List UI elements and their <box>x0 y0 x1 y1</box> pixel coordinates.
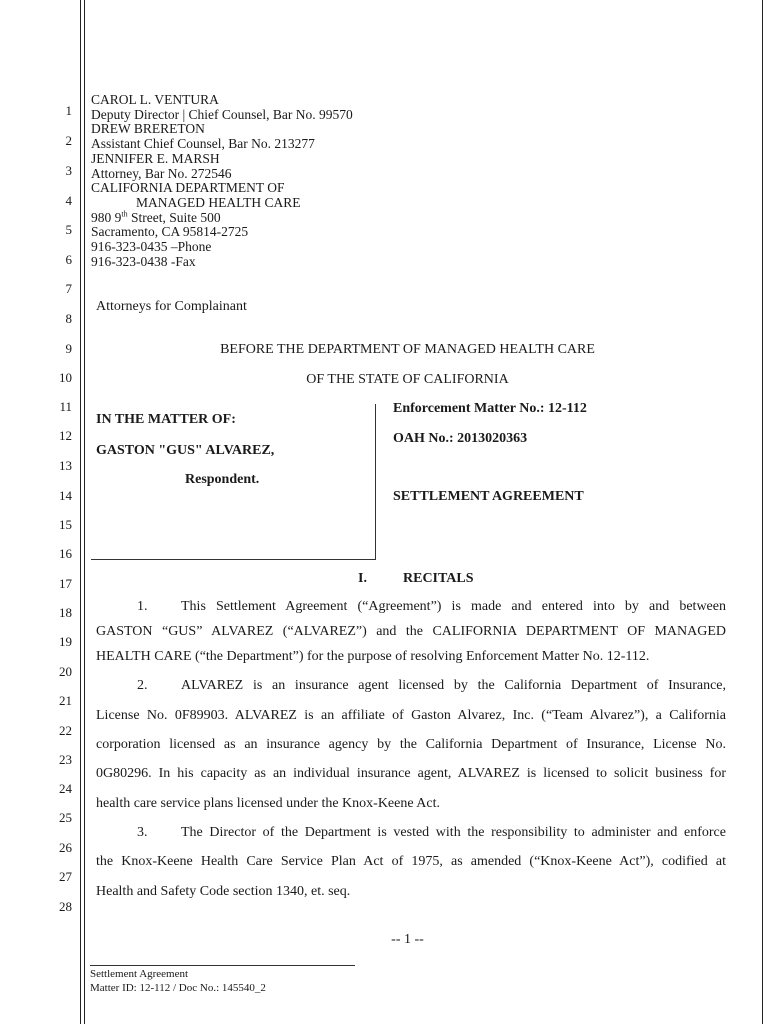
in-the-matter: IN THE MATTER OF: <box>96 412 236 427</box>
counsel-line: Assistant Chief Counsel, Bar No. 213277 <box>91 136 315 152</box>
paragraph-number: 1. <box>137 599 148 614</box>
counsel-line: DREW BRERETON <box>91 121 205 137</box>
counsel-line: CAROL L. VENTURA <box>91 92 219 107</box>
line-number: 10 <box>59 370 72 385</box>
counsel-block <box>91 93 353 269</box>
line-number: 13 <box>59 458 72 473</box>
paragraph-line: This Settlement Agreement (“Agreement”) is made and entered into by and between <box>181 599 726 614</box>
line-number: 7 <box>65 281 72 296</box>
oah-no: OAH No.: 2013020363 <box>393 431 528 446</box>
paragraph-number: 2. <box>137 678 148 693</box>
paragraph-line: GASTON “GUS” ALVAREZ (“ALVAREZ”) and the CALIFORNIA DEPARTMENT OF MANAGED <box>96 624 726 639</box>
court-heading-line1: BEFORE THE DEPARTMENT OF MANAGED HEALTH CARE <box>220 342 595 357</box>
line-number: 12 <box>59 428 72 443</box>
section-number: I. <box>358 571 367 586</box>
line-number: 14 <box>59 488 72 503</box>
respondent-role: Respondent. <box>185 472 260 487</box>
footer-rule <box>90 965 355 966</box>
counsel-line: MANAGED HEALTH CARE <box>136 194 301 210</box>
attorneys-for: Attorneys for Complainant <box>96 299 247 314</box>
footer-doc-id: Matter ID: 12-112 / Doc No.: 145540_2 <box>90 982 266 994</box>
line-number: 27 <box>59 869 72 884</box>
document-title: SETTLEMENT AGREEMENT <box>393 489 584 504</box>
line-number: 3 <box>65 163 72 178</box>
footer-title: Settlement Agreement <box>90 968 189 980</box>
line-number: 2 <box>65 133 72 148</box>
paragraph-line: corporation licensed as an insurance agency by the California Department of Insurance, License No. <box>96 737 726 752</box>
line-number: 21 <box>59 693 72 708</box>
counsel-line: Sacramento, CA 95814-2725 <box>91 224 249 240</box>
paragraph-line: 0G80296. In his capacity as an individual insurance agent, ALVAREZ is licensed to solicit business for <box>96 766 726 781</box>
line-number: 26 <box>59 840 72 855</box>
line-number: 4 <box>65 193 72 208</box>
paragraph-line: Health and Safety Code section 1340, et. seq. <box>96 884 351 899</box>
line-number: 5 <box>65 222 72 237</box>
page-number: -- 1 -- <box>391 932 424 947</box>
paragraph-line: the Knox-Keene Health Care Service Plan Act of 1975, as amended (“Knox-Keene Act”), codified at <box>96 854 726 869</box>
line-number: 8 <box>65 311 72 326</box>
paragraph-line: HEALTH CARE (“the Department”) for the purpose of resolving Enforcement Matter No. 12-112. <box>96 649 650 664</box>
line-number: 16 <box>59 546 72 561</box>
line-number: 6 <box>65 252 72 267</box>
counsel-line: 916-323-0435 –Phone <box>91 239 212 255</box>
counsel-line: JENNIFER E. MARSH <box>91 150 220 166</box>
counsel-line: 916-323-0438 -Fax <box>91 253 196 269</box>
line-number: 15 <box>59 517 72 532</box>
left-margin-rule-inner <box>84 0 85 1024</box>
counsel-line: CALIFORNIA DEPARTMENT OF <box>91 180 285 196</box>
line-number: 24 <box>59 781 72 796</box>
line-number: 11 <box>59 399 72 414</box>
paragraph-line: ALVAREZ is an insurance agent licensed by the California Department of Insurance, <box>181 678 726 693</box>
line-number: 25 <box>59 810 72 825</box>
section-title: RECITALS <box>403 571 474 586</box>
line-number: 1 <box>65 103 72 118</box>
paragraph-line: health care service plans licensed under the Knox-Keene Act. <box>96 796 441 811</box>
line-number: 23 <box>59 752 72 767</box>
line-number: 17 <box>59 576 72 591</box>
paragraph-number: 3. <box>137 825 148 840</box>
right-margin-rule <box>762 0 763 1024</box>
paragraph-line: License No. 0F89903. ALVAREZ is an affiliate of Gaston Alvarez, Inc. (“Team Alvarez”), a California <box>96 708 726 723</box>
line-number: 28 <box>59 899 72 914</box>
respondent-name: GASTON "GUS" ALVAREZ, <box>96 443 275 458</box>
court-heading-line2: OF THE STATE OF CALIFORNIA <box>306 372 509 387</box>
line-number: 20 <box>59 664 72 679</box>
paragraph-line: The Director of the Department is vested with the responsibility to administer and enforce <box>181 825 726 840</box>
enforcement-matter-no: Enforcement Matter No.: 12-112 <box>393 401 587 416</box>
line-number: 22 <box>59 723 72 738</box>
line-number: 18 <box>59 605 72 620</box>
counsel-address: 980 9th Street, Suite 500 <box>91 209 221 225</box>
line-number: 19 <box>59 634 72 649</box>
left-margin-rule <box>80 0 81 1024</box>
line-number: 9 <box>65 341 72 356</box>
counsel-line: Deputy Director | Chief Counsel, Bar No. 99570 <box>91 106 353 122</box>
counsel-line: Attorney, Bar No. 272546 <box>91 165 232 181</box>
